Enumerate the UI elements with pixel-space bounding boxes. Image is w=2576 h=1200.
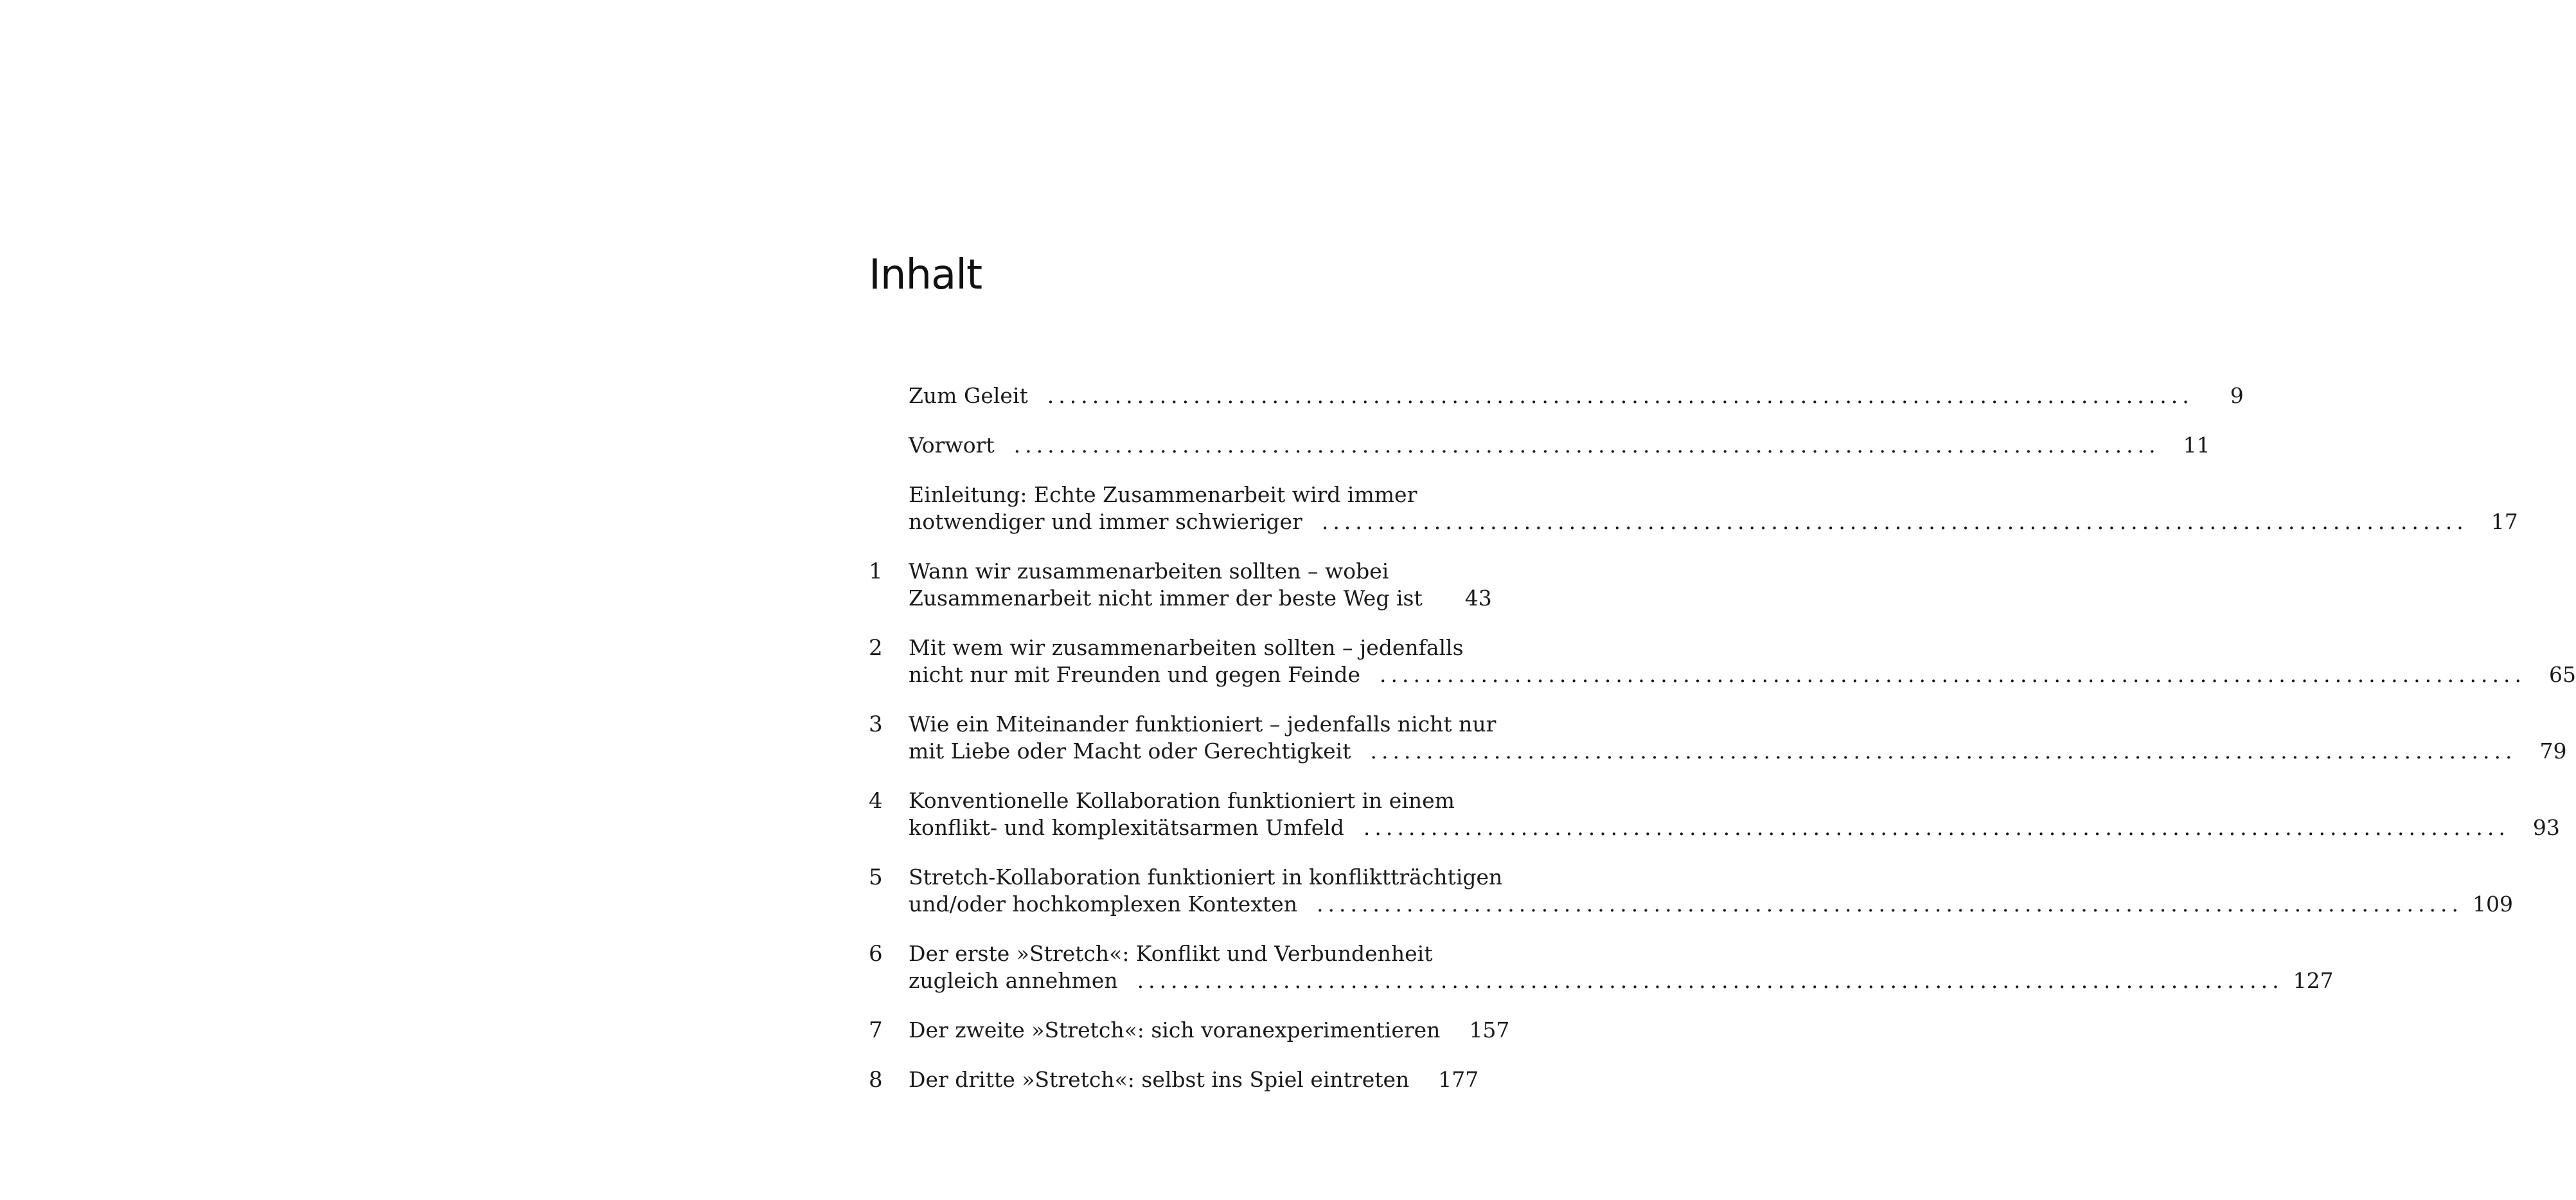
toc-entry-body: [909, 864, 2513, 918]
toc-entry-last-line: [909, 661, 2576, 688]
toc-entry[interactable]: [869, 1066, 1479, 1093]
toc-entry-last-line: [909, 814, 2560, 841]
page-title: Inhalt: [869, 251, 982, 299]
toc-entry-last-line: [909, 738, 2567, 765]
toc-entry-title-line: Zusammenarbeit nicht immer der beste Weg ist: [909, 586, 1423, 611]
toc-entry-title-line: zugleich annehmen: [909, 968, 1118, 993]
page-number: 79: [2539, 739, 2567, 764]
toc-entry-title-line: Der dritte »Stretch«: selbst ins Spiel eintreten: [909, 1067, 1410, 1092]
toc-entry-body: [909, 940, 2334, 994]
toc-entry[interactable]: [869, 558, 1492, 612]
toc-entry-last-line: [909, 432, 2210, 459]
page-number: 17: [2491, 509, 2518, 534]
toc-entry-body: [909, 634, 2576, 688]
toc-entry[interactable]: [869, 432, 2210, 459]
page-number: 9: [2230, 383, 2244, 408]
chapter-number: 8: [869, 1067, 883, 1093]
toc-entry-title-line: Wann wir zusammenarbeiten sollten – wobei: [909, 559, 1389, 584]
dot-leader: ......................................................................................................: [1363, 815, 2510, 840]
dot-leader: ......................................................................................................: [1137, 968, 2284, 993]
dot-leader: ......................................................................................................: [1316, 891, 2463, 917]
toc-entry-body: [909, 382, 2244, 409]
page-number: 65: [2549, 662, 2576, 687]
toc-entry-last-line: [909, 967, 2334, 994]
toc-entry-title-line: Konventionelle Kollaboration funktioniert in einem: [909, 788, 1455, 813]
page-number: 157: [1469, 1017, 1510, 1043]
chapter-number: 5: [869, 864, 883, 890]
toc-entry-title-line: Der erste »Stretch«: Konflikt und Verbundenheit: [909, 941, 1433, 966]
toc-entry[interactable]: [869, 382, 2244, 409]
toc-entry-title-line: Zum Geleit: [909, 383, 1028, 408]
dot-leader: ......................................................................................................: [1370, 739, 2517, 764]
chapter-number: 6: [869, 941, 883, 967]
toc-entry[interactable]: [869, 711, 2567, 765]
toc-entry-title-line: Der zweite »Stretch«: sich voranexperimentieren: [909, 1017, 1441, 1043]
toc-entry-title-line: Einleitung: Echte Zusammenarbeit wird immer: [909, 482, 1417, 507]
dot-leader: ......................................................................................................: [1047, 383, 2194, 408]
toc-entry-last-line: [909, 1066, 1479, 1093]
dot-leader: ......................................................................................................: [1321, 509, 2468, 534]
toc-entry-title-line: mit Liebe oder Macht oder Gerechtigkeit: [909, 739, 1351, 764]
toc-entry-title-line: konflikt- und komplexitätsarmen Umfeld: [909, 815, 1344, 840]
toc-entry-body: [909, 1017, 1510, 1044]
toc-entry[interactable]: [869, 864, 2513, 918]
toc-entry-last-line: [909, 382, 2244, 409]
toc-entry-body: [909, 787, 2560, 841]
chapter-number: 1: [869, 559, 883, 584]
toc-entry[interactable]: [869, 940, 2334, 994]
toc-entry-last-line: [909, 585, 1492, 612]
toc-entry-title-line: Wie ein Miteinander funktioniert – jedenfalls nicht nur: [909, 712, 1497, 737]
chapter-number: 3: [869, 712, 883, 737]
toc-entry-last-line: [909, 891, 2513, 918]
page-number: 11: [2183, 433, 2210, 458]
page-number: 127: [2293, 968, 2334, 993]
toc-entry-body: [909, 481, 2518, 535]
page-number: 109: [2472, 891, 2513, 917]
dot-leader: ......................................................................................................: [1013, 433, 2160, 458]
toc-entry-title-line: und/oder hochkomplexen Kontexten: [909, 891, 1297, 917]
toc-entry[interactable]: [869, 1017, 1510, 1044]
toc-entry-title-line: Mit wem wir zusammenarbeiten sollten – jedenfalls: [909, 635, 1464, 660]
toc-entry-body: [909, 711, 2567, 765]
page-number: 177: [1438, 1067, 1479, 1092]
toc-entry-body: [909, 1066, 1479, 1093]
toc-entry-title-line: notwendiger und immer schwieriger: [909, 509, 1302, 534]
table-of-contents: [869, 382, 2576, 1116]
chapter-number: 4: [869, 788, 883, 814]
toc-entry-body: [909, 432, 2210, 459]
toc-entry[interactable]: [869, 634, 2576, 688]
toc-entry[interactable]: [869, 481, 2518, 535]
toc-entry-title-line: Stretch-Kollaboration funktioniert in konfliktträchtigen: [909, 864, 1503, 890]
toc-entry-last-line: [909, 508, 2518, 535]
toc-entry-body: [909, 558, 1492, 612]
toc-entry-title-line: Vorwort: [909, 433, 995, 458]
toc-entry-last-line: [909, 1017, 1510, 1044]
toc-entry-title-line: nicht nur mit Freunden und gegen Feinde: [909, 662, 1361, 687]
dot-leader: ......................................................................................................: [1380, 662, 2526, 687]
page-number: 43: [1464, 586, 1492, 611]
chapter-number: 2: [869, 635, 883, 661]
chapter-number: 7: [869, 1017, 883, 1043]
toc-entry[interactable]: [869, 787, 2560, 841]
page-number: 93: [2532, 815, 2560, 840]
